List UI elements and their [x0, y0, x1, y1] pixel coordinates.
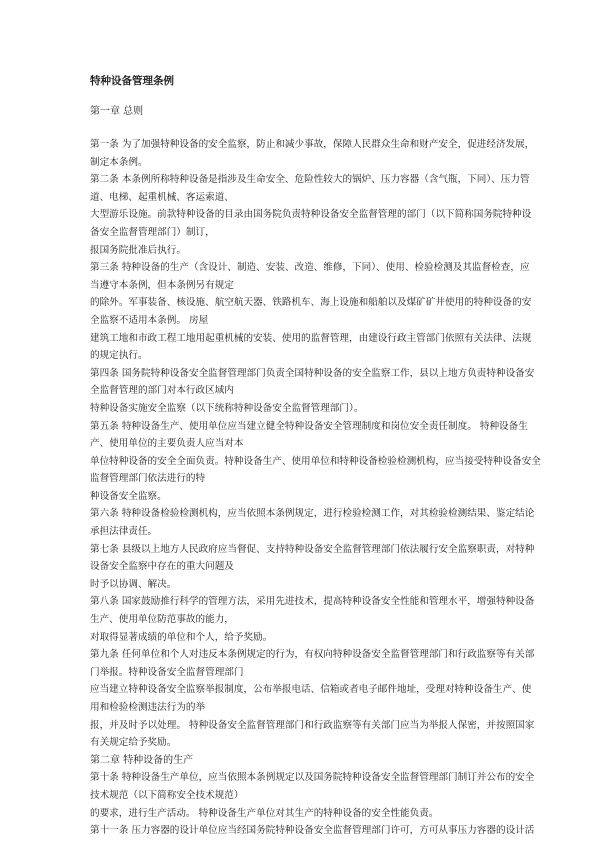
text-line: 特种设备实施安全监察（以下统称特种设备安全监督管理部门）。: [90, 402, 364, 414]
chapter-1-body: [90, 136, 541, 752]
chapter-2-heading: 第二章 特种设备的生产: [90, 754, 194, 766]
document-title: 特种设备管理条例: [90, 75, 174, 87]
text-line: 第九条 任何单位和个人对违反本条例规定的行为，有权向特种设备安全监督管理部门和行政监察等有关部: [90, 649, 535, 661]
text-line: 第四条 国务院特种设备安全监督管理部门负责全国特种设备的安全监察工作，县以上地方负责特种设备安: [90, 367, 535, 379]
text-line: 第十一条 压力容器的设计单位应当经国务院特种设备安全监督管理部门许可，方可从事压力容器的设计活: [90, 825, 535, 837]
text-line: 全监察不适用本条例。 房屋: [90, 314, 209, 326]
text-line: 第七条 县级以上地方人民政府应当督促、支持特种设备安全监督管理部门依法履行安全监察职责，对特种: [90, 543, 535, 555]
text-line: 承担法律责任。: [90, 526, 158, 538]
text-line: 设备安全监察中存在的重大问题及: [90, 561, 234, 573]
text-line: 单位特种设备的安全全面负责。特种设备生产、使用单位和特种设备检验检测机构，应当接受特种设备安全: [90, 455, 541, 467]
text-line: 种设备安全监察。: [90, 490, 167, 502]
text-line: 用和检验检测违法行为的举: [90, 702, 206, 713]
text-line: 监督管理部门依法进行的特: [90, 473, 206, 485]
text-line: 应当建立特种设备安全监察举报制度，公布举报电话、信箱或者电子邮件地址，受理对特种设备生产、使: [90, 684, 532, 696]
text-line: 时予以协调、解决。: [90, 578, 177, 590]
text-line: 产、使用单位的主要负责人应当对本: [90, 438, 244, 450]
text-line: 报国务院批准后执行。: [90, 244, 186, 256]
text-line: 的除外。军事装备、核设施、航空航天器、铁路机车、海上设施和船舶以及煤矿矿井使用的特种设备的安: [90, 297, 532, 309]
text-line: 制定本条例。: [90, 156, 148, 168]
text-line: 第二条 本条例所称特种设备是指涉及生命安全、危险性较大的锅炉、压力容器（含气瓶，下同）、压力管: [90, 174, 530, 186]
text-line: 建筑工地和市政工程工地用起重机械的安装、使用的监督管理，由建设行政主管部门依照有关法律、法规: [90, 332, 532, 344]
chapter-2-body: [90, 769, 535, 839]
text-line: 第六条 特种设备检验检测机构，应当依照本条例规定，进行检验检测工作，对其检验检测结果、鉴定结论: [90, 508, 535, 520]
text-line: 报，并及时予以处理。 特种设备安全监督管理部门和行政监察等有关部门应当为举报人保密，并按照国家: [90, 719, 535, 731]
document-page: [90, 74, 541, 840]
text-line: 第一条 为了加强特种设备的安全监察，防止和减少事故，保障人民群众生命和财产安全，促进经济发展，: [90, 139, 535, 150]
text-line: 门举报。特种设备安全监督管理部门: [90, 666, 244, 678]
text-line: 全监督管理的部门对本行政区域内: [90, 385, 234, 397]
chapter-1-heading: 第一章 总则: [90, 106, 144, 117]
text-line: 大型游乐设施。前款特种设备的目录由国务院负责特种设备安全监督管理的部门（以下简称国务院特种设: [90, 209, 532, 221]
text-line: 技术规范（以下简称安全技术规范）: [90, 789, 244, 801]
text-line: 的要求，进行生产活动。 特种设备生产单位对其生产的特种设备的安全性能负责。: [90, 807, 439, 819]
text-line: 第三条 特种设备的生产（含设计、制造、安装、改造、维修，下同）、使用、检验检测及其监督检查，应: [90, 262, 530, 274]
text-line: 对取得显著成绩的单位和个人，给予奖励。: [90, 631, 273, 643]
text-line: 道、电梯、起重机械、客运索道、: [90, 191, 234, 203]
text-line: 有关规定给予奖励。: [90, 737, 177, 749]
text-line: 的规定执行。: [90, 350, 148, 362]
text-line: 第五条 特种设备生产、使用单位应当建立健全特种设备安全管理制度和岗位安全责任制度。 特种设备生: [90, 420, 528, 432]
text-line: 备安全监督管理部门）制订，: [90, 226, 215, 238]
text-line: 第十条 特种设备生产单位，应当依照本条例规定以及国务院特种设备安全监督管理部门制订并公布的安全: [90, 772, 535, 784]
text-line: 第八条 国家鼓励推行科学的管理方法，采用先进技术，提高特种设备安全性能和管理水平，增强特种设备: [90, 596, 535, 608]
text-line: 当遵守本条例，但本条例另有规定: [90, 279, 234, 291]
text-line: 生产、使用单位防范事故的能力，: [90, 614, 234, 626]
